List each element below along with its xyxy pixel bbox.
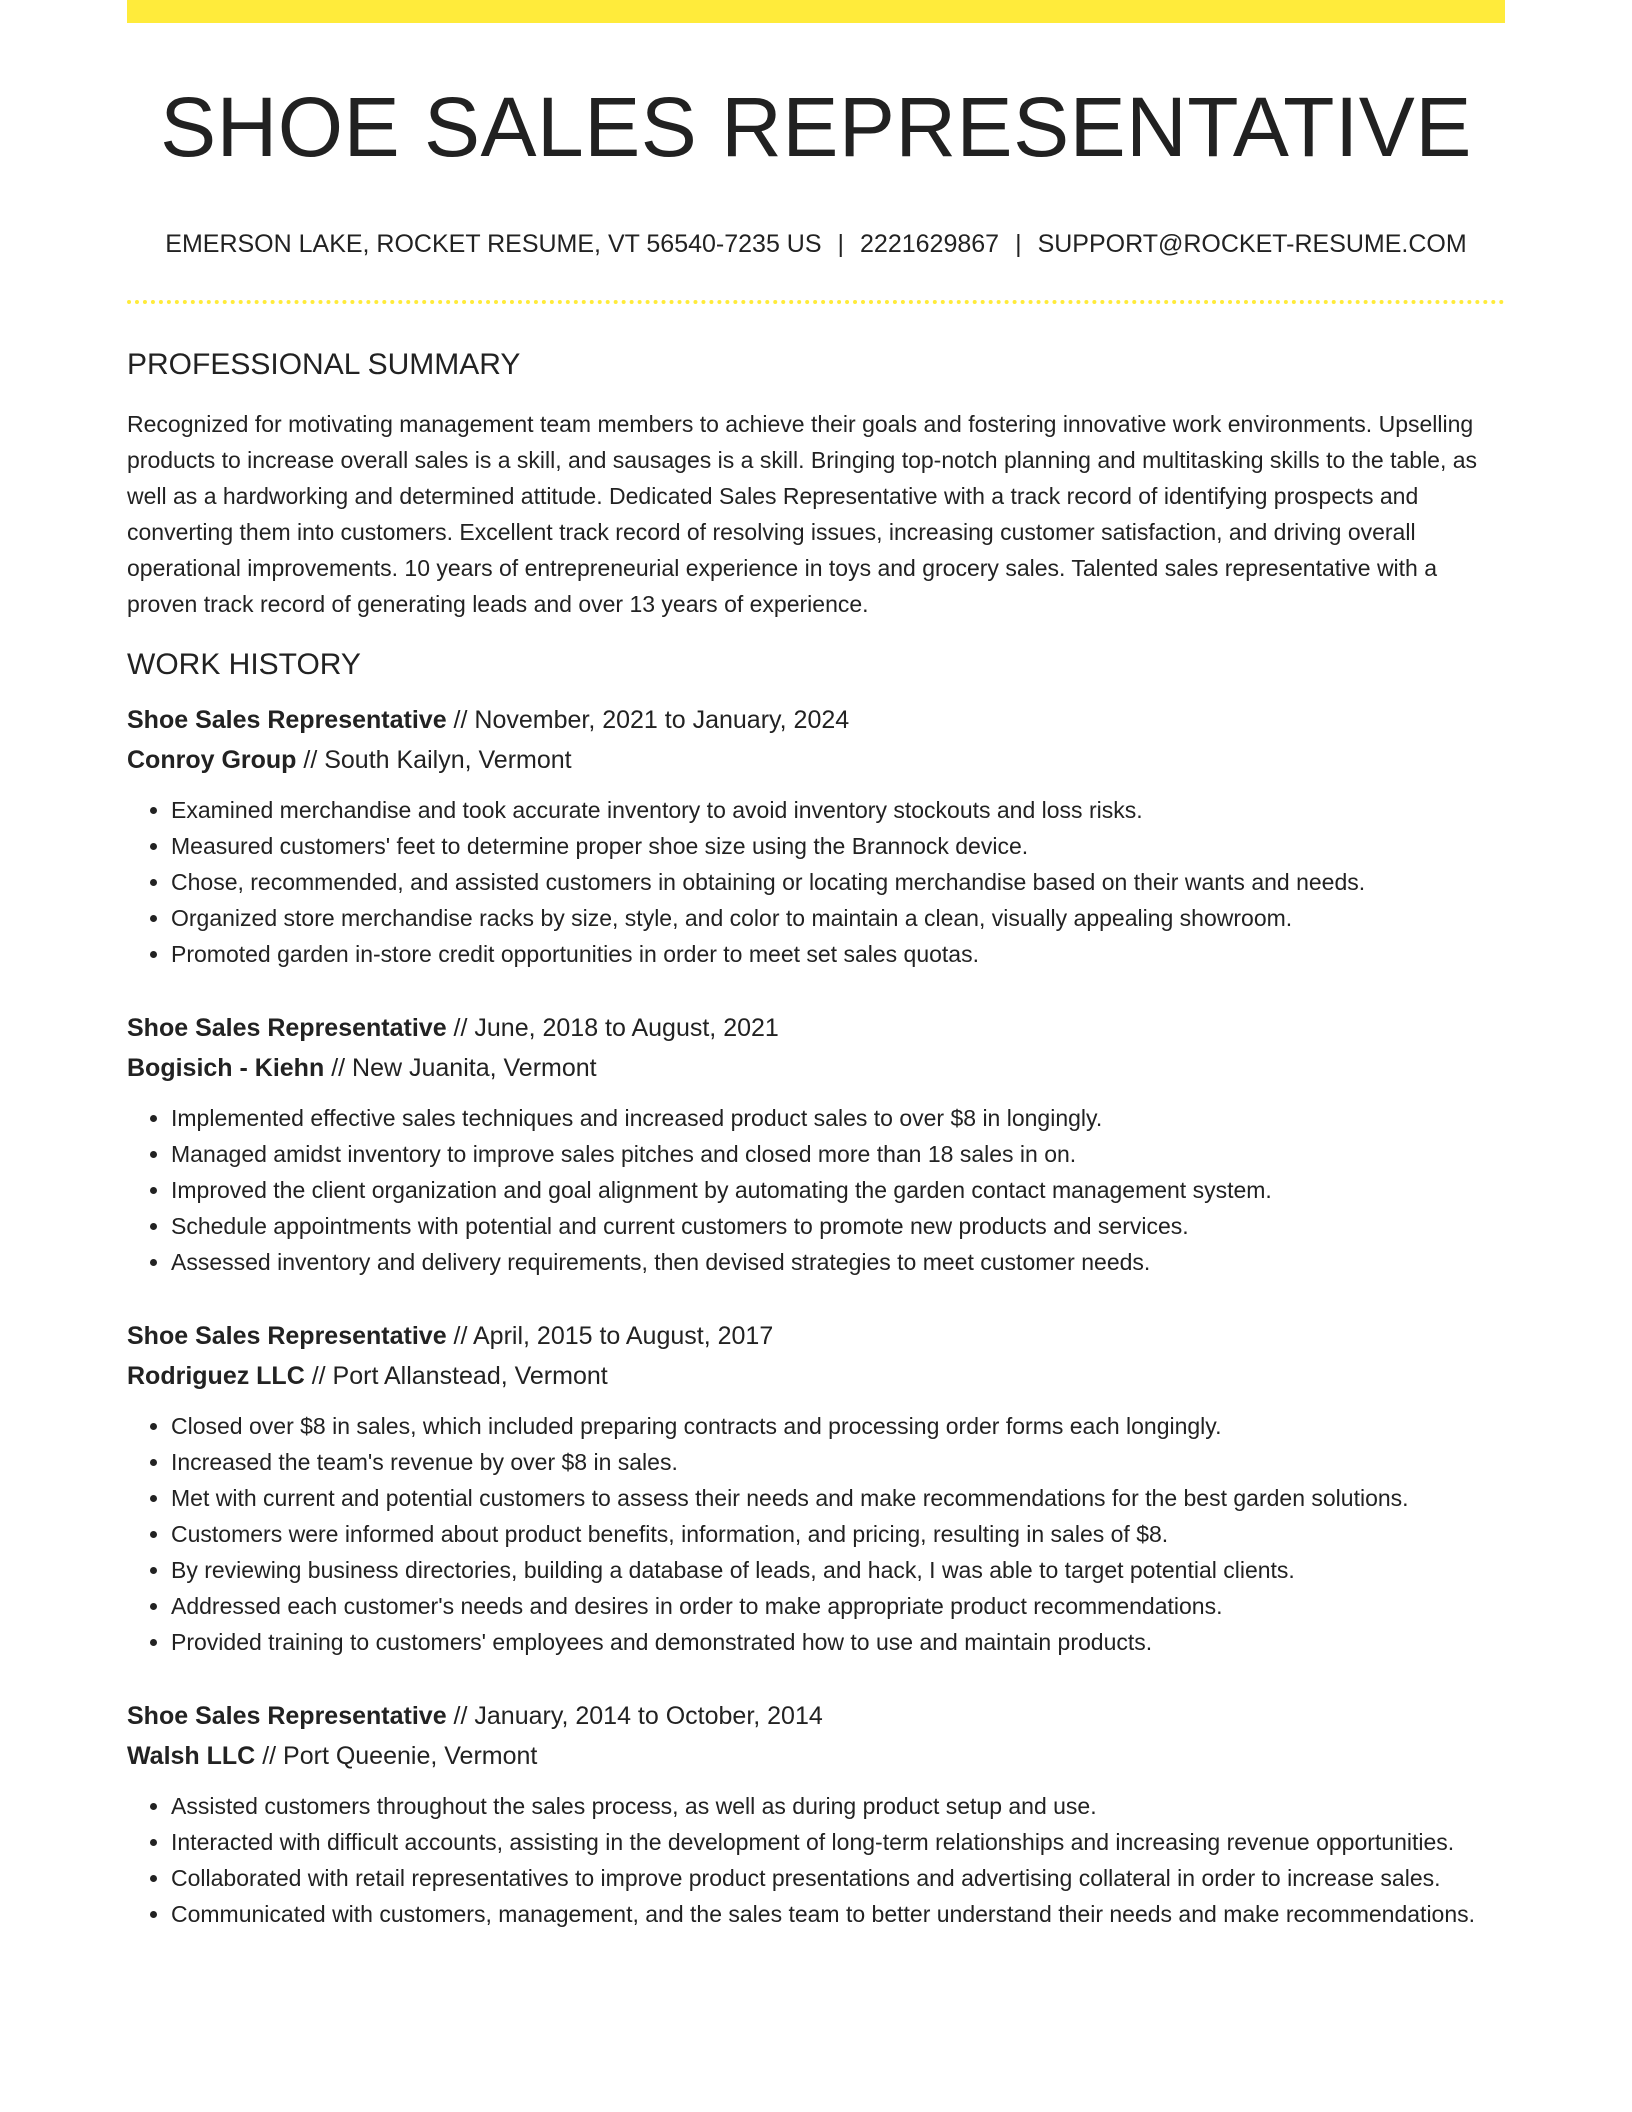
- job-dates: // April, 2015 to August, 2017: [453, 1322, 774, 1351]
- dotted-divider: [127, 300, 1505, 304]
- summary-heading: PROFESSIONAL SUMMARY: [127, 348, 521, 382]
- job-dates: // June, 2018 to August, 2021: [453, 1014, 779, 1043]
- resume-title: SHOE SALES REPRESENTATIVE: [160, 80, 1472, 174]
- job-bullet-list: [127, 1408, 1505, 1660]
- job-bullet: • Increased the team's revenue by over $8 in sales.: [171, 1444, 1505, 1480]
- job-title: Shoe Sales Representative: [127, 706, 447, 735]
- job-entry: [127, 700, 1505, 972]
- job-title: Shoe Sales Representative: [127, 1322, 447, 1351]
- job-bullet: • Improved the client organization and goal alignment by automating the garden contact management system.: [171, 1172, 1505, 1208]
- job-bullet: • Provided training to customers' employees and demonstrated how to use and maintain products.: [171, 1624, 1505, 1660]
- job-bullet: • Chose, recommended, and assisted customers in obtaining or locating merchandise based on their wants and needs.: [171, 864, 1505, 900]
- job-bullet-list: [127, 1788, 1505, 1932]
- job-bullet: • Collaborated with retail representatives to improve product presentations and advertising collateral in order to increase sales.: [171, 1860, 1505, 1896]
- contact-address: EMERSON LAKE, ROCKET RESUME, VT 56540-7235 US: [165, 230, 822, 259]
- job-company-line: [127, 740, 1505, 780]
- job-title-line: [127, 1316, 1505, 1356]
- job-company: Bogisich - Kiehn: [127, 1054, 325, 1083]
- contact-separator: |: [1015, 230, 1022, 259]
- contact-separator: |: [837, 230, 845, 259]
- job-title-line: [127, 700, 1505, 740]
- job-company-line: [127, 1048, 1505, 1088]
- job-company: Walsh LLC: [127, 1742, 256, 1771]
- job-bullet: • Met with current and potential customers to assess their needs and make recommendations for the best garden solutions.: [171, 1480, 1505, 1516]
- job-bullet: • Organized store merchandise racks by size, style, and color to maintain a clean, visually appealing showroom.: [171, 900, 1505, 936]
- job-title: Shoe Sales Representative: [127, 1014, 447, 1043]
- job-bullet: • Addressed each customer's needs and desires in order to make appropriate product recommendations.: [171, 1588, 1505, 1624]
- job-company-line: [127, 1356, 1505, 1396]
- job-bullet: • Promoted garden in-store credit opportunities in order to meet set sales quotas.: [171, 936, 1505, 972]
- work-history-heading: WORK HISTORY: [127, 648, 361, 682]
- job-location: // New Juanita, Vermont: [331, 1054, 597, 1083]
- job-title-line: [127, 1696, 1505, 1736]
- job-entry: [127, 1696, 1505, 1932]
- job-bullet: • By reviewing business directories, building a database of leads, and hack, I was able to target potential clients.: [171, 1552, 1505, 1588]
- job-bullet-list: [127, 1100, 1505, 1280]
- job-bullet: • Customers were informed about product benefits, information, and pricing, resulting in sales of $8.: [171, 1516, 1505, 1552]
- contact-line: [127, 230, 1505, 259]
- job-bullet: • Interacted with difficult accounts, assisting in the development of long-term relationships and increasing revenue opportunities.: [171, 1824, 1505, 1860]
- job-location: // Port Allanstead, Vermont: [311, 1362, 608, 1391]
- resume-page: [127, 0, 1505, 1932]
- summary-text: Recognized for motivating management team members to achieve their goals and fostering innovative work environments. Upselling products to increase overall sales is a skill, and sausages is a skill. Bringing top-notch planning and multitasking skills to the table, as well as a hardworking and determined attitude. Dedicated Sales Representative with a track record of identifying prospects and converting them into customers. Excellent track record of resolving issues, increasing customer satisfaction, and driving overall operational improvements. 10 years of entrepreneurial experience in toys and grocery sales. Talented sales representative with a proven track record of generating leads and over 13 years of experience.: [127, 411, 1478, 618]
- job-bullet: • Implemented effective sales techniques and increased product sales to over $8 in longingly.: [171, 1100, 1505, 1136]
- job-company: Conroy Group: [127, 746, 297, 775]
- job-bullet: • Assisted customers throughout the sales process, as well as during product setup and use.: [171, 1788, 1505, 1824]
- job-bullet: • Measured customers' feet to determine proper shoe size using the Brannock device.: [171, 828, 1505, 864]
- job-bullet: • Assessed inventory and delivery requirements, then devised strategies to meet customer needs.: [171, 1244, 1505, 1280]
- job-entry: [127, 1008, 1505, 1280]
- top-accent-bar: [127, 0, 1505, 23]
- job-company: Rodriguez LLC: [127, 1362, 305, 1391]
- work-history-list: [127, 700, 1505, 1932]
- contact-phone: 2221629867: [860, 230, 1000, 259]
- job-bullet: • Schedule appointments with potential and current customers to promote new products and services.: [171, 1208, 1505, 1244]
- contact-email: SUPPORT@ROCKET-RESUME.COM: [1037, 230, 1467, 259]
- job-bullet: • Examined merchandise and took accurate inventory to avoid inventory stockouts and loss risks.: [171, 792, 1505, 828]
- job-title-line: [127, 1008, 1505, 1048]
- job-bullet: • Closed over $8 in sales, which included preparing contracts and processing order forms each longingly.: [171, 1408, 1505, 1444]
- job-bullet-list: [127, 792, 1505, 972]
- job-location: // Port Queenie, Vermont: [262, 1742, 538, 1771]
- job-dates: // January, 2014 to October, 2014: [453, 1702, 823, 1731]
- job-dates: // November, 2021 to January, 2024: [453, 706, 850, 735]
- job-title: Shoe Sales Representative: [127, 1702, 447, 1731]
- job-company-line: [127, 1736, 1505, 1776]
- job-location: // South Kailyn, Vermont: [303, 746, 572, 775]
- job-bullet: • Managed amidst inventory to improve sales pitches and closed more than 18 sales in on.: [171, 1136, 1505, 1172]
- job-entry: [127, 1316, 1505, 1660]
- job-bullet: • Communicated with customers, management, and the sales team to better understand their needs and make recommendations.: [171, 1896, 1505, 1932]
